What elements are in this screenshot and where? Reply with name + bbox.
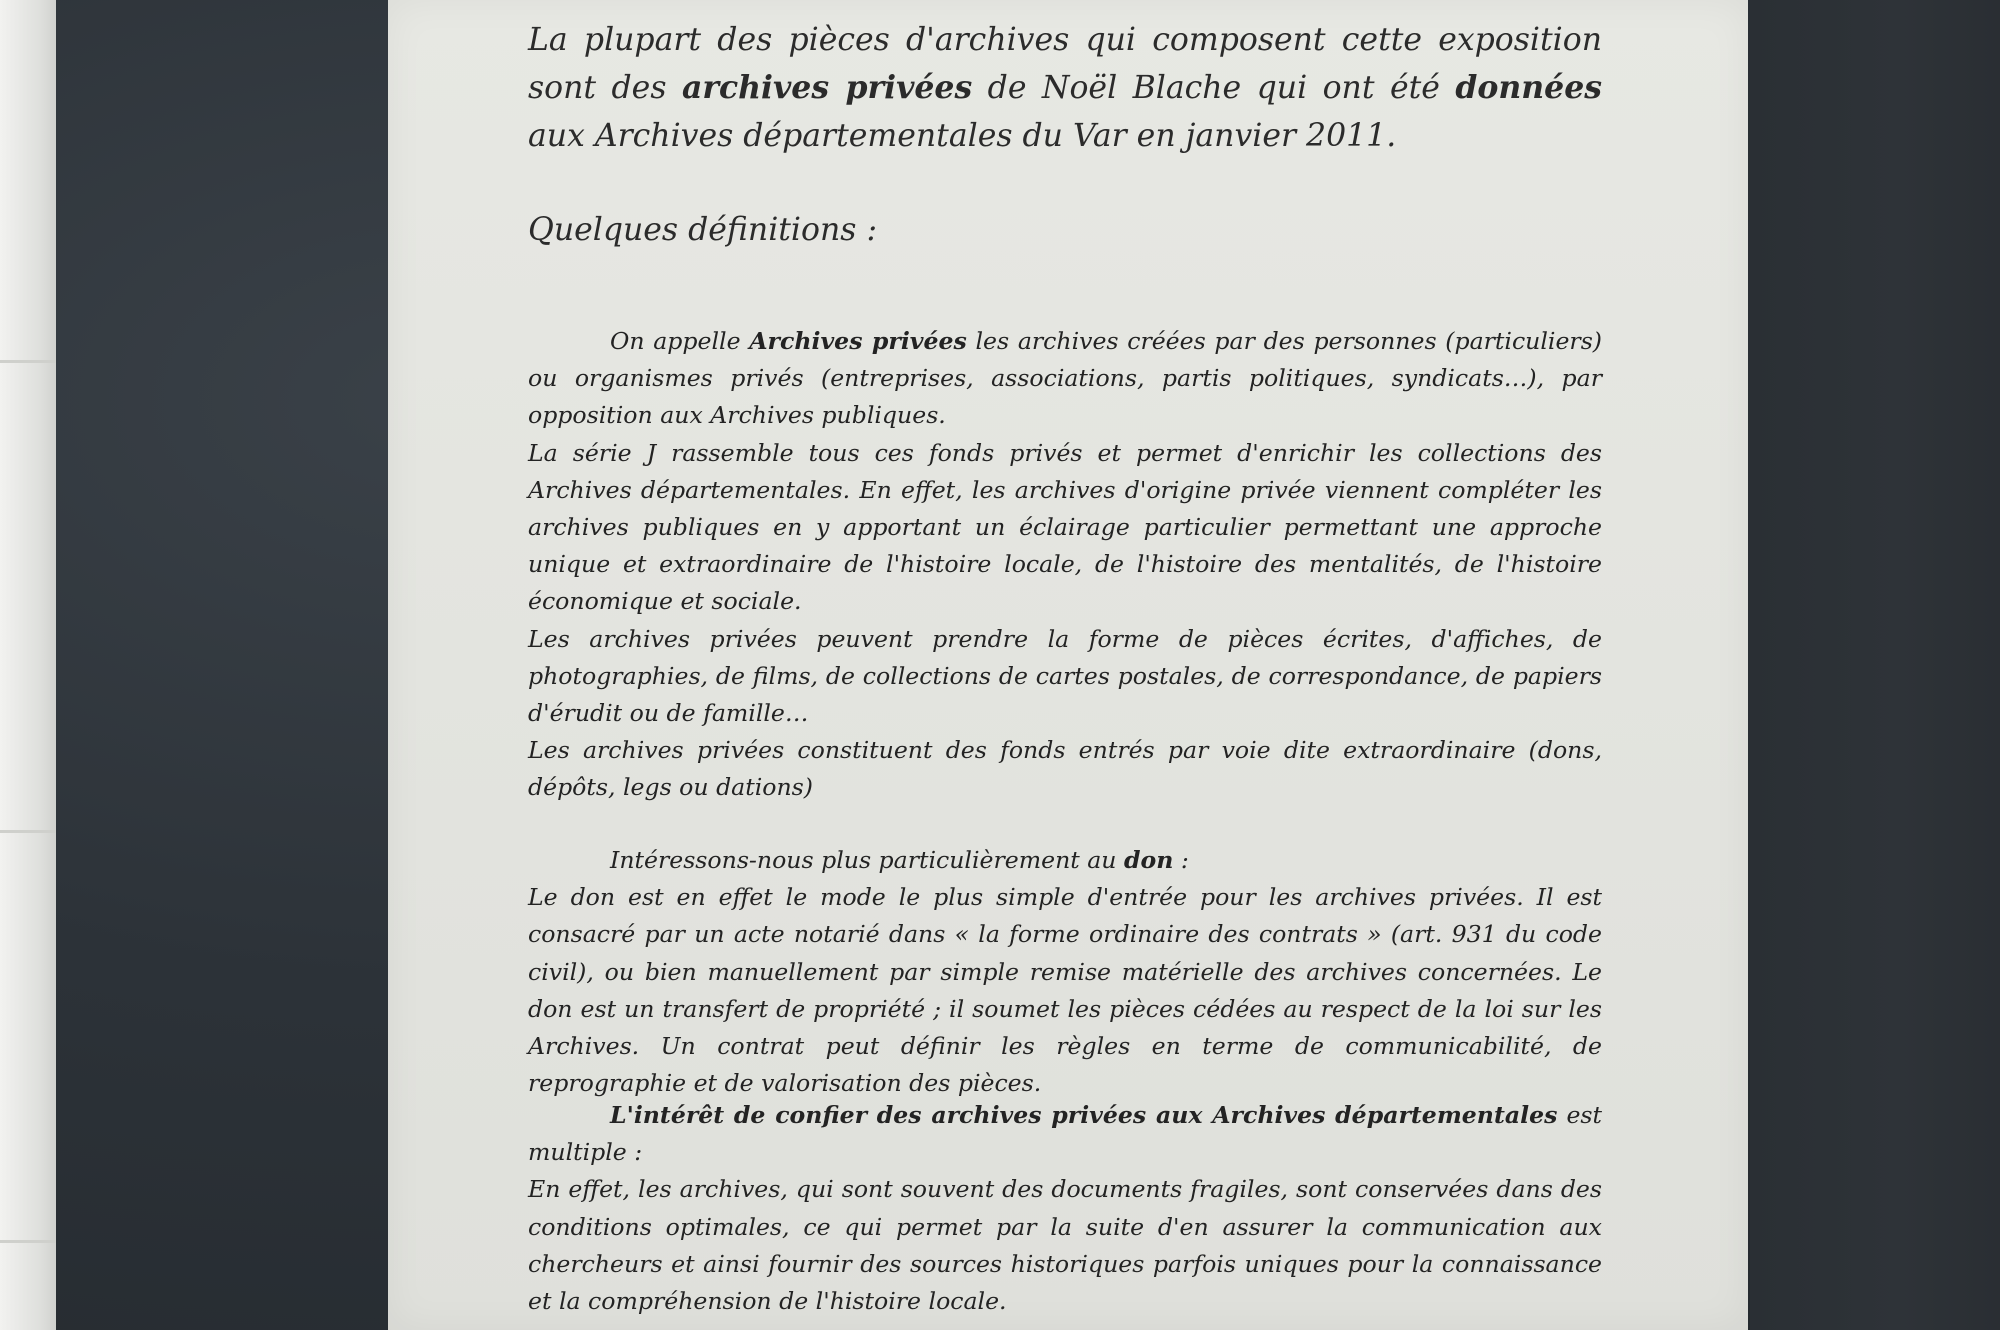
section-don — [528, 842, 1602, 1102]
interest-intro-bold: L'intérêt de confier des archives privées aux Archives départementales — [610, 1101, 1558, 1129]
forms-paragraph: Les archives privées peuvent prendre la forme de pièces écrites, d'affiches, de photographies, de films, de collections de cartes postales, de correspondance, de papiers d'érudit ou de famille… — [528, 624, 1602, 728]
don-intro-text-1: Intéressons-nous plus particulièrement au — [610, 846, 1125, 874]
interest-intro-text: est multiple : — [528, 1101, 1602, 1167]
don-intro — [528, 842, 1602, 879]
entry-paragraph: Les archives privées constituent des fonds entrés par voie dite extraordinaire (dons, dépôts, legs ou dations) — [528, 736, 1602, 802]
display-board-right-edge — [1750, 0, 2000, 1330]
don-paragraph: Le don est en effet le mode le plus simple d'entrée pour les archives privées. Il est consacré par un acte notarié dans « la forme ordinaire des contrats » (art. 931 du code civil), ou bien manuellement par simple remise matérielle des archives concernées. Le don est un transfert de propriété ; il soumet les pièces cédées au respect de la loi sur les Archives. Un contrat peut définir les règles en terme de communicabilité, de reprographie et de valorisation des pièces. — [528, 883, 1602, 1098]
private-archives-definition — [528, 323, 1602, 435]
don-intro-text-2: : — [1173, 846, 1189, 874]
intro-text-1: La plupart des pièces d'archives qui composent cette exposition sont des — [528, 22, 1602, 106]
intro-text-2: de Noël Blache qui ont été — [972, 70, 1456, 106]
intro-paragraph — [528, 16, 1602, 160]
wall-tile-joint — [0, 830, 58, 833]
don-intro-bold: don — [1124, 846, 1174, 874]
background-wall — [0, 0, 58, 1330]
interest-paragraph: En effet, les archives, qui sont souvent des documents fragiles, sont conservées dans des conditions optimales, ce qui permet par la suite d'en assurer la communication aux chercheurs et ainsi fournir des sources historiques parfois uniques pour la connaissance et la compréhension de l'histoire locale. — [528, 1175, 1602, 1316]
intro-bold-donnees: données — [1455, 69, 1603, 106]
wall-tile-joint — [0, 1240, 58, 1243]
interest-intro — [528, 1097, 1602, 1171]
section-interest — [528, 1097, 1602, 1320]
intro-text-3: aux Archives départementales du Var en janvier 2011. — [528, 118, 1397, 154]
definitions-heading: Quelques définitions : — [528, 212, 878, 248]
private-def-text-1: On appelle — [610, 327, 750, 355]
intro-bold-archives-privees: archives privées — [681, 69, 973, 106]
private-def-bold: Archives privées — [749, 327, 967, 355]
wall-tile-joint — [0, 360, 58, 363]
private-def-text-2: les archives créées par des personnes (particuliers) ou organismes privés (entreprises, associations, partis politiques, syndicats…), par opposition aux Archives publiques. — [528, 327, 1603, 430]
serie-j-paragraph: La série J rassemble tous ces fonds privés et permet d'enrichir les collections des Archives départementales. En effet, les archives d'origine privée viennent compléter les archives publiques en y apportant un éclairage particulier permettant une approche unique et extraordinaire de l'histoire locale, de l'histoire des mentalités, de l'histoire économique et sociale. — [528, 438, 1602, 616]
section-private-archives — [528, 323, 1602, 807]
